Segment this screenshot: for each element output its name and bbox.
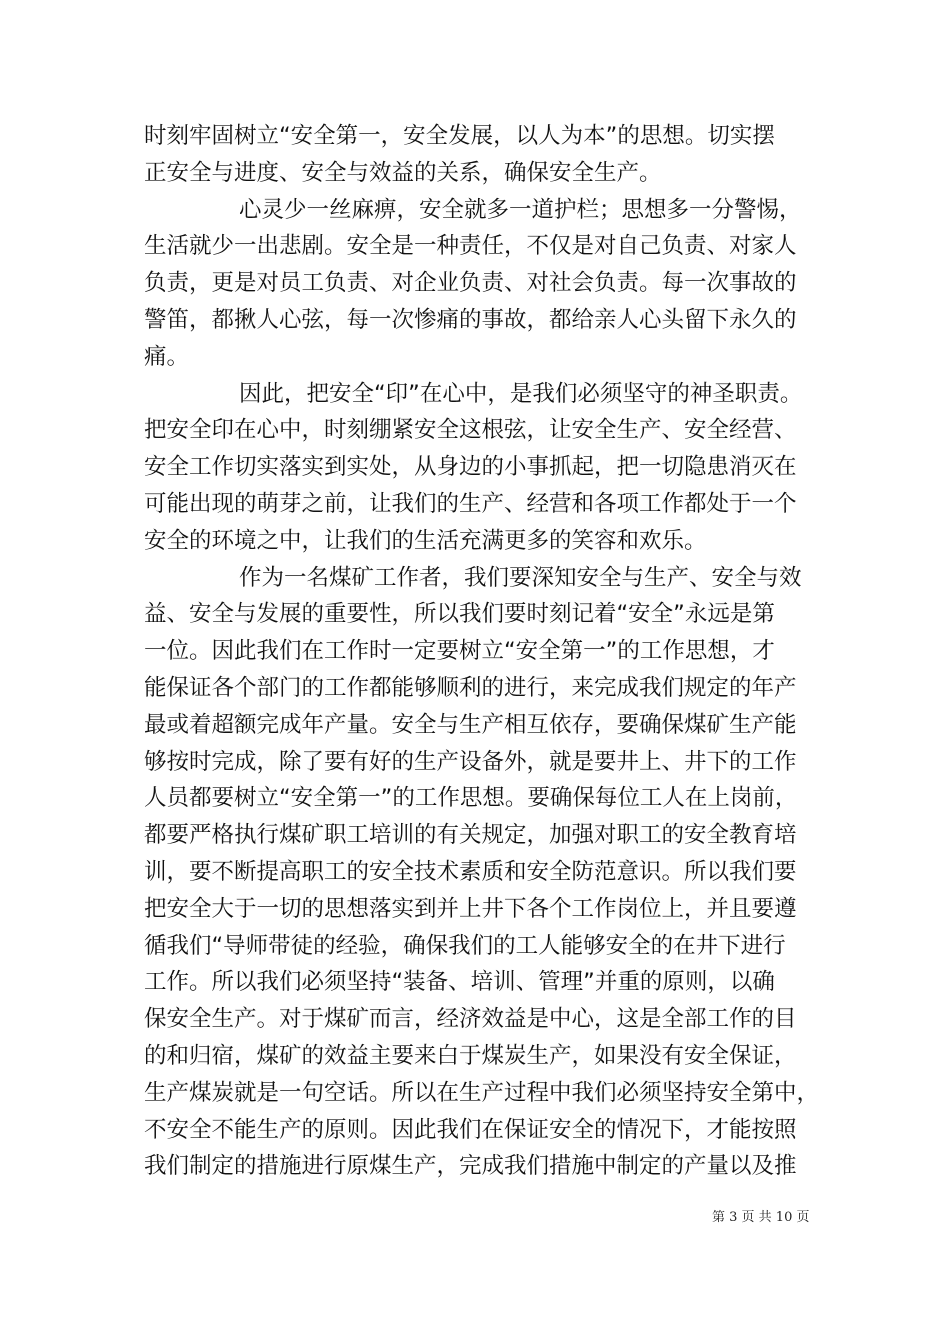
text-line: 的和归宿，煤矿的效益主要来白于煤炭生产，如果没有安全保证， — [144, 1042, 797, 1069]
text-line: 训，要不断提高职工的安全技术素质和安全防范意识。所以我们要 — [144, 858, 797, 885]
text-line: 正安全与进度、安全与效益的关系，确保安全生产。 — [144, 159, 662, 186]
text-line: 循我们“导师带徒的经验，确保我们的工人能够安全的在井下进行 — [144, 932, 786, 959]
text-line: 作为一名煤矿工作者，我们要深知安全与生产、安全与效 — [239, 564, 802, 591]
text-line: 因此，把安全“印”在心中，是我们必须坚守的神圣职责。 — [239, 380, 803, 407]
text-line: 能保证各个部门的工作都能够顺利的进行，来完成我们规定的年产 — [144, 674, 797, 701]
text-line: 把安全大于一切的思想落实到并上井下各个工作岗位上，并且要遵 — [144, 895, 797, 922]
text-line: 都要严格执行煤矿职工培训的有关规定，加强对职工的安全教育培 — [144, 822, 797, 849]
text-line: 不安全不能生产的原则。因此我们在保证安全的情况下，才能按照 — [144, 1116, 797, 1143]
text-line: 安全工作切实落实到实处，从身边的小事抓起，把一切隐患消灭在 — [144, 454, 797, 481]
text-line: 心灵少一丝麻痹，安全就多一道护栏；思想多一分警惕， — [239, 196, 802, 223]
text-line: 最或着超额完成年产量。安全与生产相互依存，要确保煤矿生产能 — [144, 711, 797, 738]
text-line: 生活就少一出悲剧。安全是一种责任，不仅是对自己负责、对家人 — [144, 233, 797, 260]
text-line: 一位。因此我们在工作时一定要树立“安全第一”的工作思想，才 — [144, 638, 775, 665]
text-line: 够按时完成，除了要有好的生产设备外，就是要井上、井下的工作 — [144, 748, 797, 775]
text-line: 工作。所以我们必须坚持“装备、培训、管理”并重的原则，以确 — [144, 969, 775, 996]
text-line: 把安全印在心中，时刻绷紧安全这根弦，让安全生产、安全经营、 — [144, 417, 797, 444]
text-line: 安全的环境之中，让我们的生活充满更多的笑容和欢乐。 — [144, 527, 707, 554]
page-number: 第 3 页 共 10 页 — [712, 1210, 810, 1225]
text-line: 益、安全与发展的重要性，所以我们要时刻记着“安全”永远是第 — [144, 601, 775, 628]
text-line: 警笛，都揪人心弦，每一次惨痛的事故，都给亲人心头留下永久的 — [144, 306, 797, 333]
text-line: 时刻牢固树立“安全第一，安全发展，以人为本”的思想。切实摆 — [144, 123, 775, 149]
text-line: 可能出现的萌芽之前，让我们的生产、经营和各项工作都处于一个 — [144, 490, 797, 517]
text-line: 人员都要树立“安全第一”的工作思想。要确保每位工人在上岗前， — [144, 785, 798, 812]
text-line: 负责，更是对员工负责、对企业负责、对社会负责。每一次事故的 — [144, 270, 797, 297]
text-line: 保安全生产。对于煤矿而言，经济效益是中心，这是全部工作的目 — [144, 1006, 797, 1033]
text-line: 生产煤炭就是一句空话。所以在生产过程中我们必须坚持安全第中， — [144, 1079, 820, 1106]
text-line: 痛。 — [144, 343, 190, 370]
text-line: 我们制定的措施进行原煤生产，完成我们措施中制定的产量以及推 — [144, 1153, 797, 1180]
body-text — [144, 118, 824, 1185]
